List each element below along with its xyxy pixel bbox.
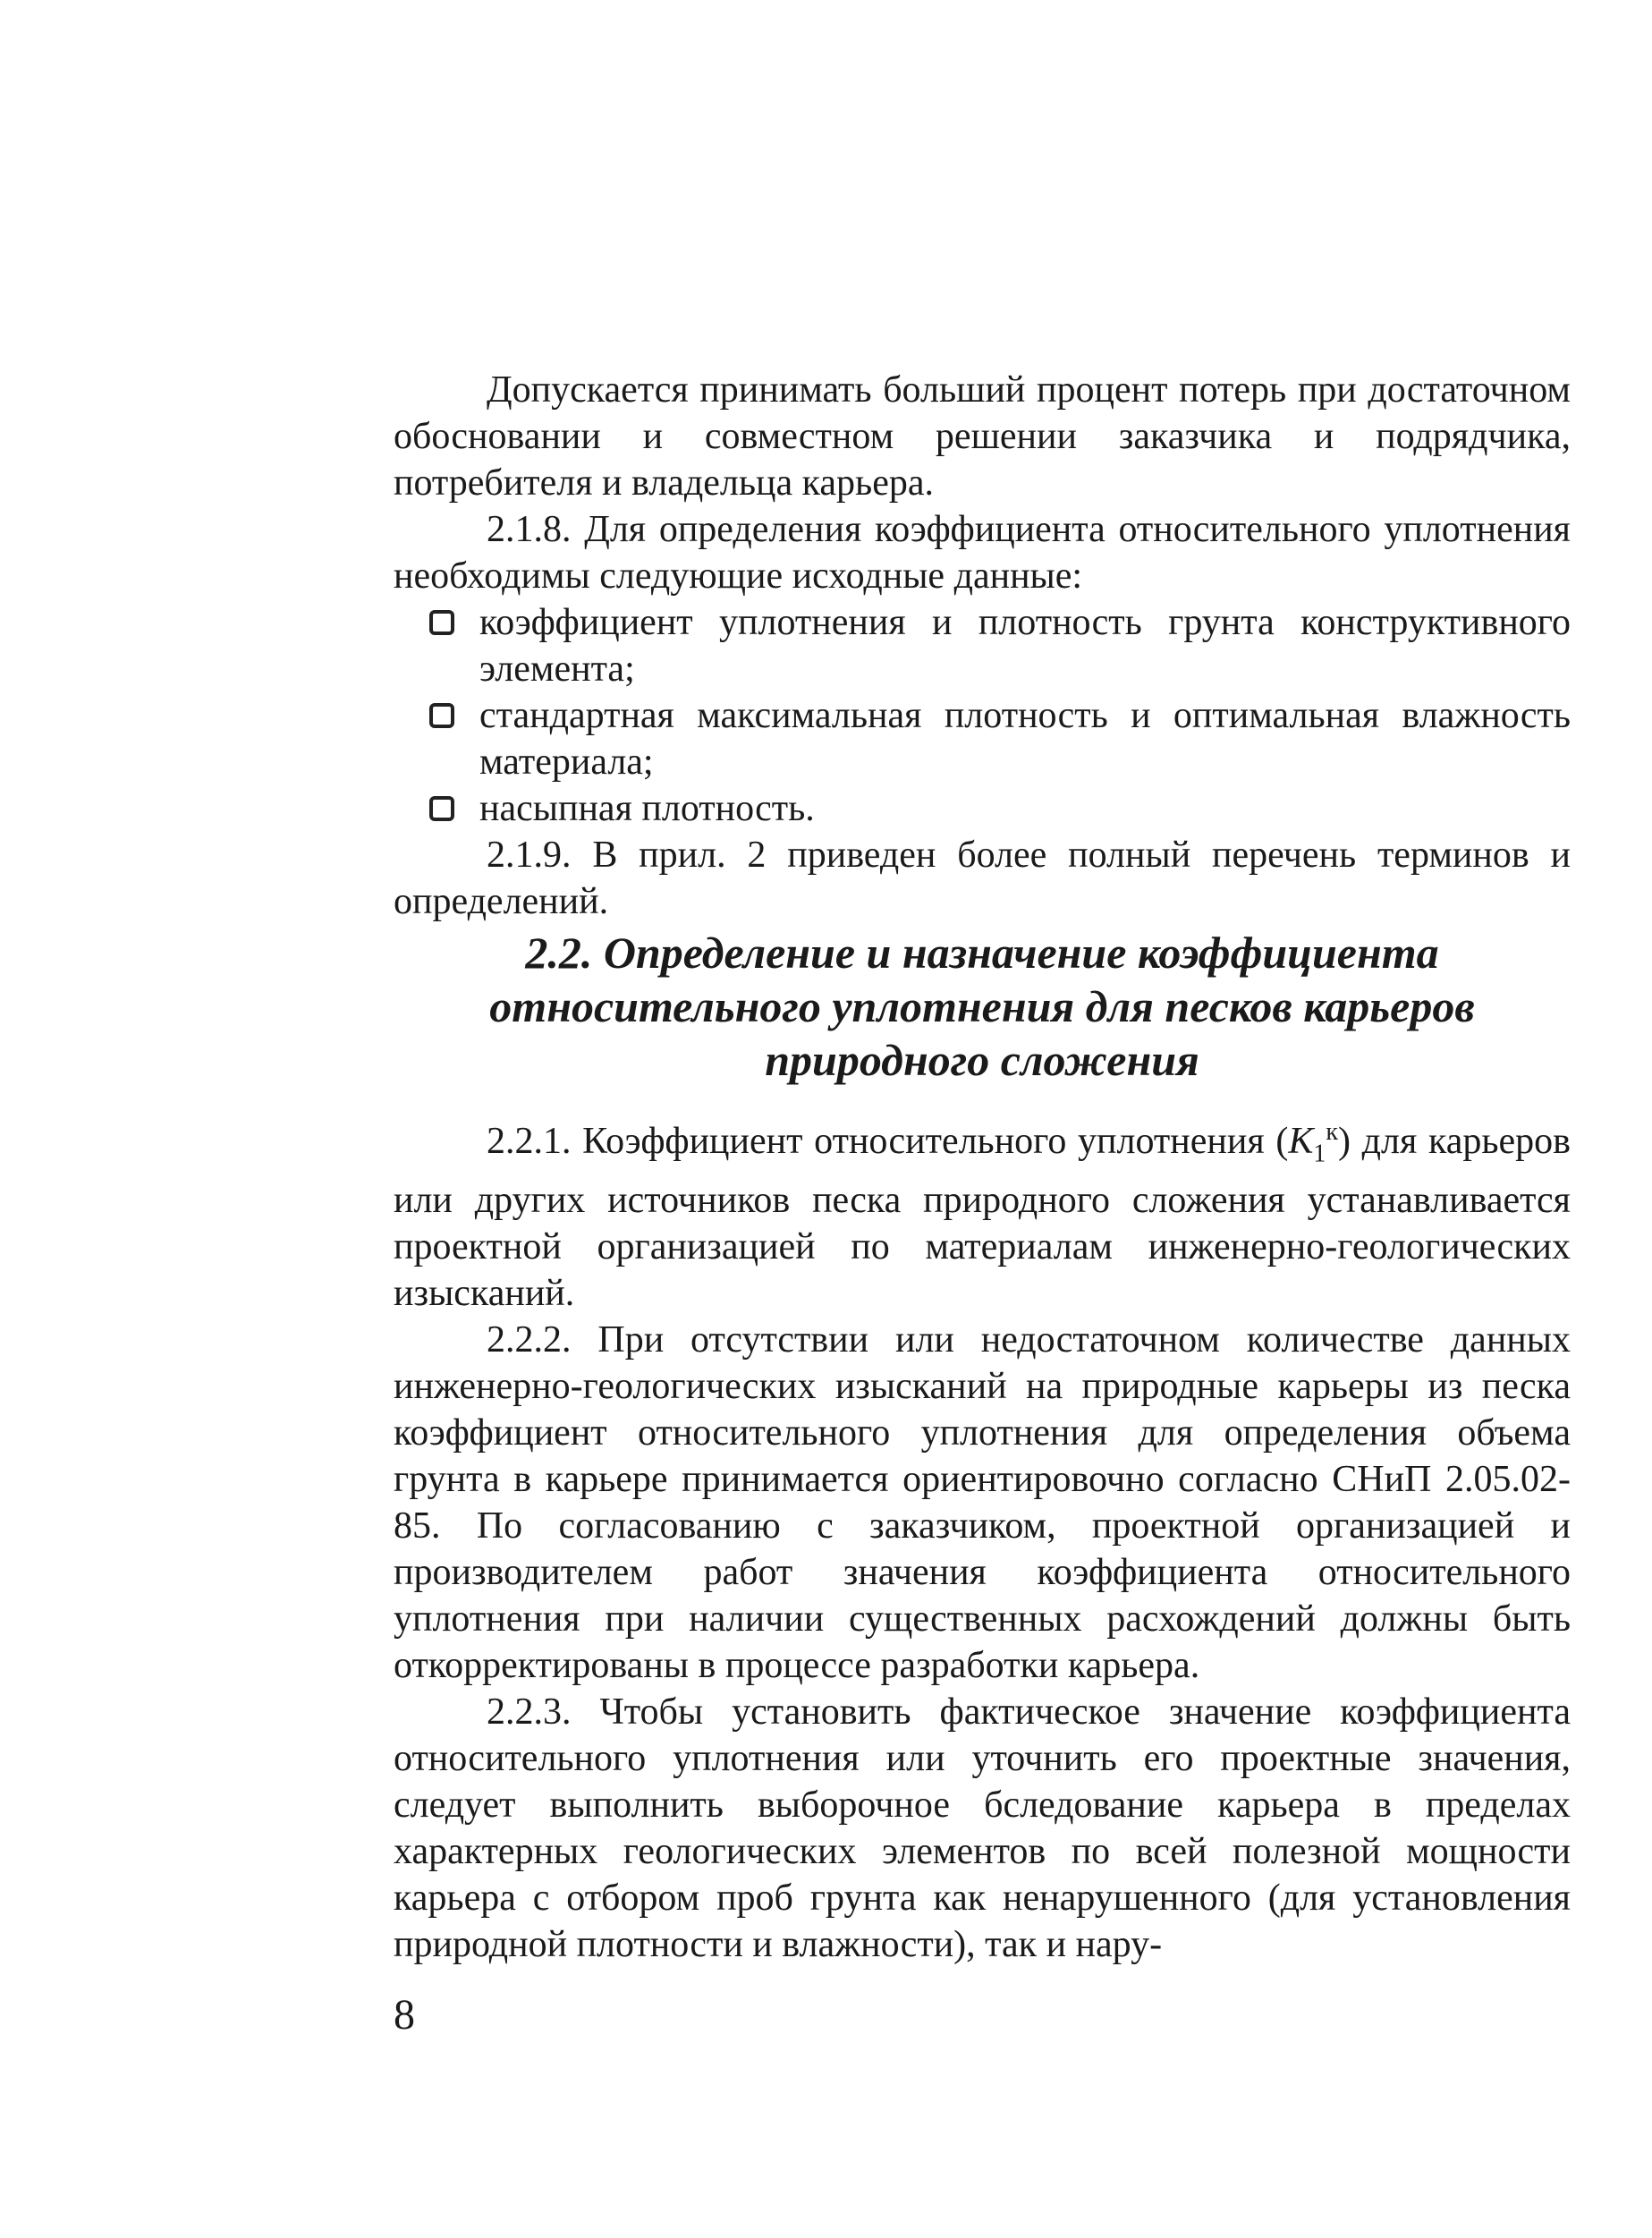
initial-data-list: [394, 599, 1571, 832]
square-bullet-icon: [429, 703, 454, 728]
list-item: [394, 785, 1571, 832]
list-item: [394, 692, 1571, 785]
coefficient-subscript: 1: [1313, 1140, 1326, 1168]
bottom-text-block: [394, 1109, 1571, 1968]
section-heading: 2.2. Определение и назначение коэффициента относительного уплотнения для песков карьеров природного сложения: [489, 928, 1475, 1085]
coefficient-letter: K: [1288, 1121, 1314, 1162]
list-item-text: коэффициент уплотнения и плотность грунта конструктивного элемента;: [479, 602, 1571, 690]
page-number: 8: [394, 1991, 415, 2039]
coefficient-superscript: к: [1326, 1118, 1338, 1146]
square-bullet-icon: [429, 796, 454, 821]
coefficient-symbol: [1288, 1118, 1338, 1168]
paragraph-2-2-2: 2.2.2. При отсутствии или недостаточном количестве данных инженерно-геологических изысканий на природные карьеры из песка коэффициент относительного уплотнения для определения объема грунта в карьере принимается ориентировочно согласно СНиП 2.05.02-85. По согласованию с заказчиком, проектной организацией и производителем работ значения коэффициента относительного уплотнения при наличии существенных расхождений должны быть откорректированы в процессе разработки карьера.: [394, 1319, 1571, 1687]
paragraph-2-2-3: 2.2.3. Чтобы установить фактическое значение коэффициента относительного уплотнения или уточнить его проектные значения, следует выполнить выборочное бследование карьера в пределах характерных геологических элементов по всей полезной мощности карьера с отбором проб грунта как ненарушенного (для установления природной плотности и влажности), так и нару-: [394, 1691, 1571, 1966]
paragraph-2-1-9: 2.1.9. В прил. 2 приведен более полный перечень терминов и определений.: [394, 835, 1571, 922]
top-text-block: [394, 367, 1571, 925]
paragraph-2-2-1-start: 2.2.1. Коэффициент относительного уплотнения (: [487, 1121, 1289, 1162]
paragraph-2-2-1-end: ) для карьеров или других источников песка природного сложения устанавливается проектной организацией по материалам инженерно-геологических изысканий.: [394, 1121, 1571, 1315]
list-item-text: насыпная плотность.: [479, 788, 815, 829]
paragraph-losses: Допускается принимать больший процент потерь при достаточном обосновании и совместном решении заказчика и подрядчика, потребителя и владельца карьера.: [394, 369, 1571, 504]
list-item: [394, 599, 1571, 692]
paragraph-2-1-8: 2.1.8. Для определения коэффициента относительного уплотнения необходимы следующие исходные данные:: [394, 509, 1571, 597]
paragraph-2-2-1: [394, 1109, 1571, 1317]
list-item-text: стандартная максимальная плотность и оптимальная влажность материала;: [479, 695, 1571, 783]
square-bullet-icon: [429, 610, 454, 635]
